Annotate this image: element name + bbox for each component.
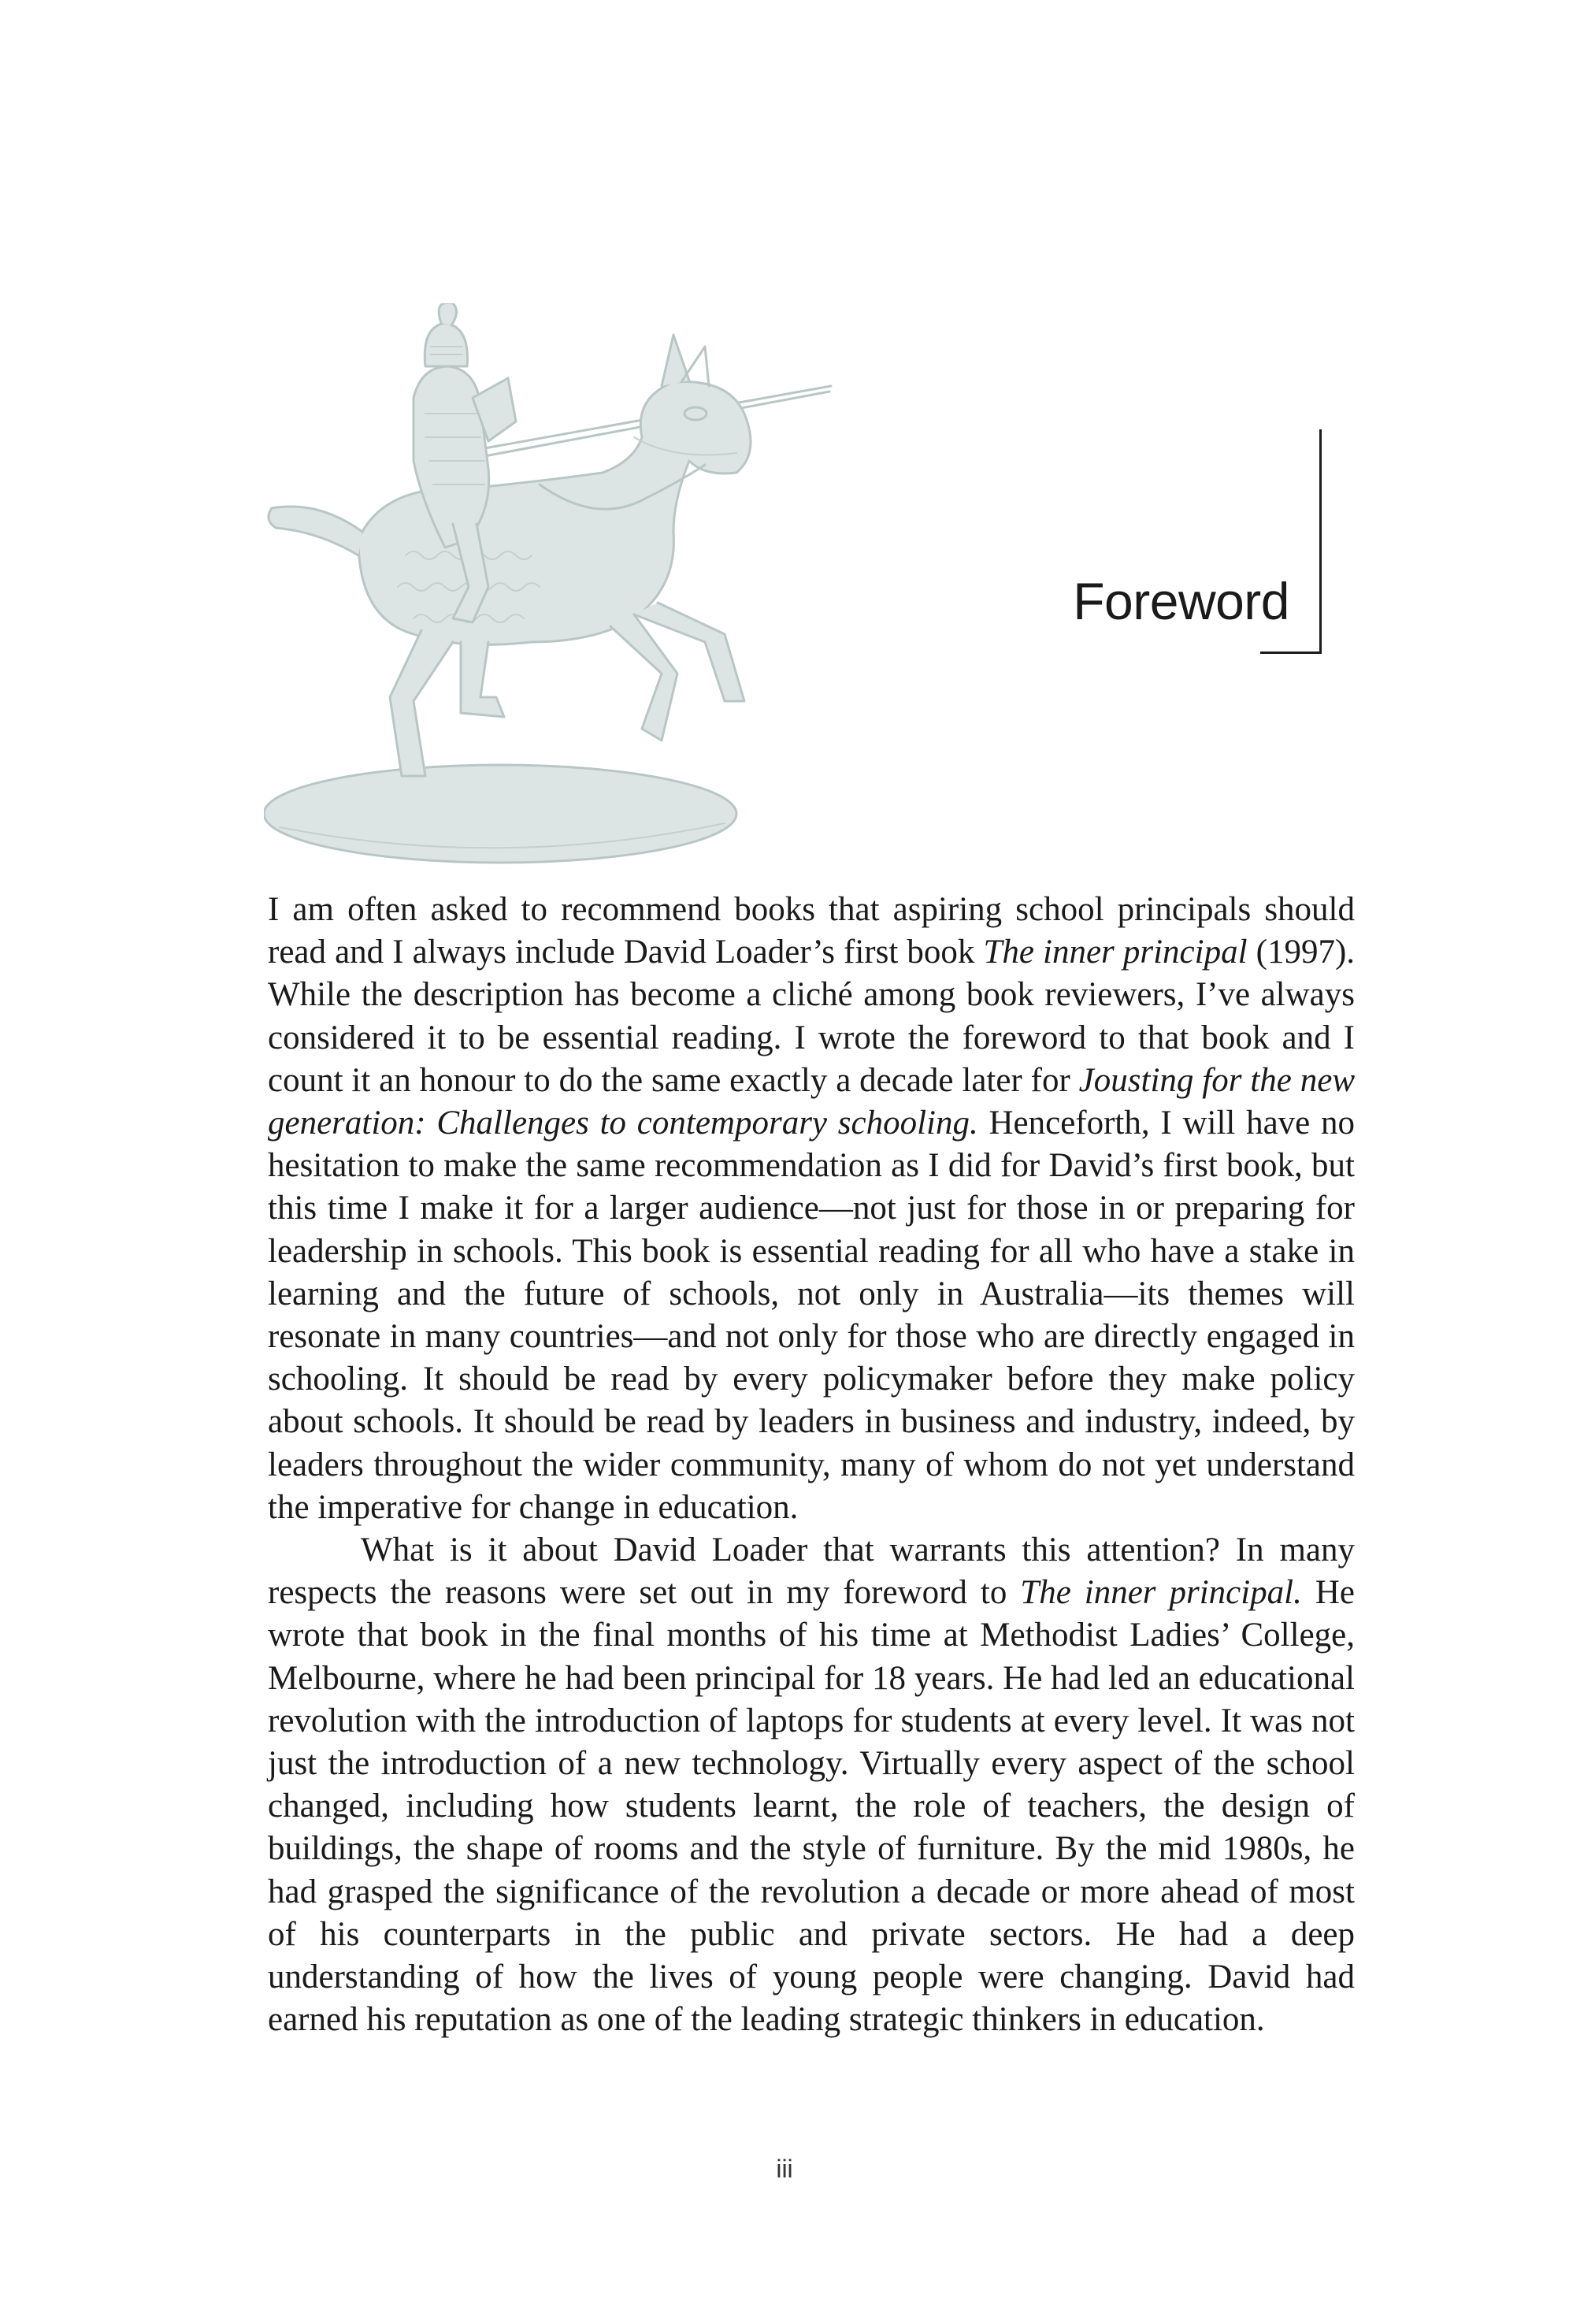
book-title: Jousting for the new generation: Challenges to contemporary schooling.	[268, 1061, 1355, 1142]
book-title: The inner principal.	[1020, 1574, 1302, 1612]
text-run: Henceforth, I will have no hesitation to make the same recommendation as I did for David’s first book, but this time I make it for a larger audience—not just for those in or preparing for leadership in schools. This book is essential reading for all who have a stake in learning and the future of schools, not only in Australia—its themes will resonate in many countries—and not only for those who are directly engaged in schooling. It should be read by every policymaker before they make policy about schools. It should be read by leaders in business and industry, indeed, by leaders throughout the wider community, many of whom do not yet understand the imperative for change in education.	[268, 1104, 1356, 1526]
text-run: What is it about David Loader that warrants this attention? In many respects the reasons were set out in my foreword to	[268, 1531, 1355, 1612]
body-paragraph	[268, 1529, 1355, 2041]
body-paragraph	[268, 889, 1355, 1529]
page-number: iii	[776, 2155, 793, 2183]
jousting-knight-on-horse-icon	[264, 303, 847, 878]
book-title: The inner principal	[983, 934, 1248, 971]
foreword-body	[268, 889, 1355, 2041]
text-run: (1997). While the description has become a cliché among book reviewers, I’ve always considered it to be essential reading. I wrote the foreword to that book and I count it an honour to do the same exactly a decade later for	[268, 934, 1356, 1099]
text-run: He wrote that book in the final months of his time at Methodist Ladies’ College, Melbourne, where he had been principal for 18 years. He had led an educational revolution with the introduction of laptops for students at every level. It was not just the introduction of a new technology. Virtually every aspect of the school changed, including how students learnt, the role of teachers, the design of buildings, the shape of rooms and the style of furniture. By the mid 1980s, he had grasped the significance of the revolution a decade or more ahead of most of his counterparts in the public and private sectors. He had a deep understanding of how the lives of young people were changing. David had earned his reputation as one of the leading strategic thinkers in education.	[268, 1574, 1355, 2039]
chapter-title: Foreword	[1073, 572, 1289, 630]
jousting-knight-illustration	[264, 303, 847, 878]
text-run: I am often asked to recommend books that aspiring school principals should read and I always include David Loader’s first book	[268, 891, 1355, 971]
